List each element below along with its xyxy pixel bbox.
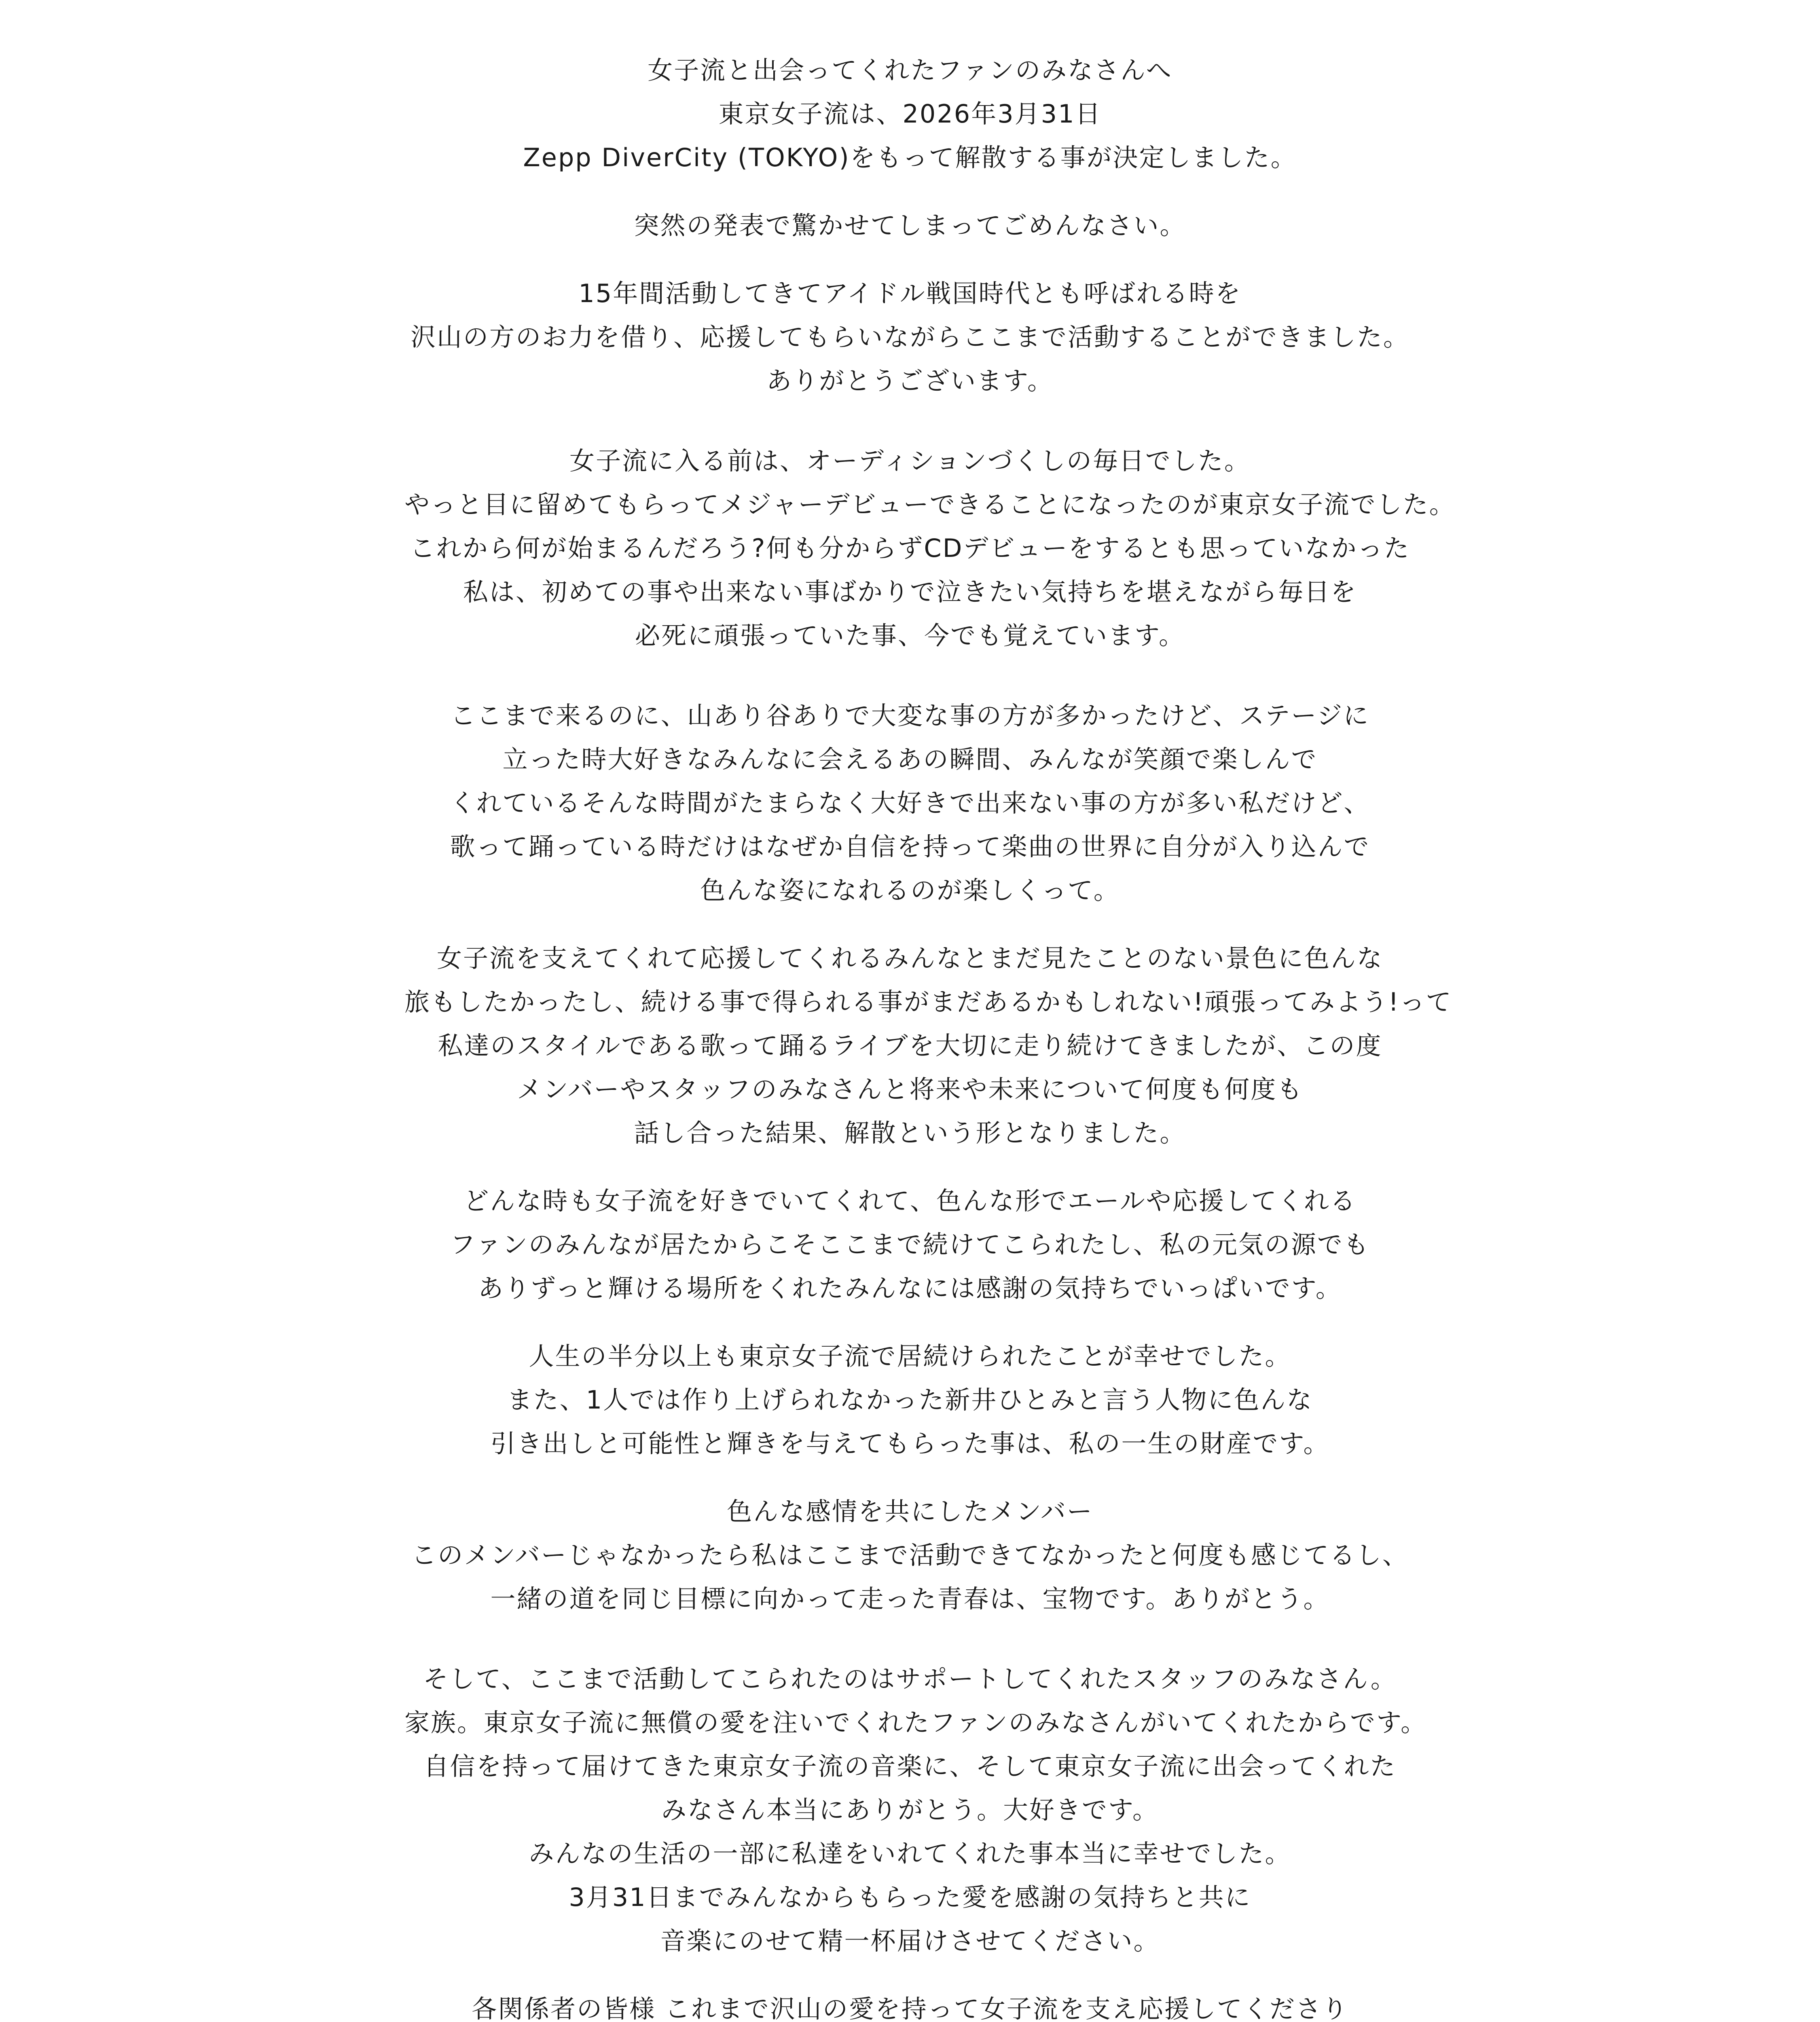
letter-line: メンバーやスタッフのみなさんと将来や未来について何度も何度も (516, 1074, 1304, 1104)
letter-line: 色んな感情を共にしたメンバー (727, 1497, 1093, 1526)
letter-line: 3月31日までみんなからもらった愛を感謝の気持ちと共に (569, 1882, 1251, 1912)
letter-line: 東京女子流は、2026年3月31日 (718, 99, 1102, 129)
letter-paragraph-15-years (404, 272, 1416, 403)
letter-line: 色んな姿になれるのが楽しくって。 (700, 876, 1120, 905)
letter-line: やっと目に留めてもらってメジャーデビューできることになったのが東京女子流でした。 (404, 490, 1456, 519)
letter-line: 女子流を支えてくれて応援してくれるみんなとまだ見たことのない景色に色んな (436, 943, 1383, 973)
letter-line: また、1人では作り上げられなかった新井ひとみと言う人物に色んな (507, 1385, 1313, 1415)
letter-line: ありがとうございます。 (766, 366, 1054, 396)
letter-paragraph-disbandment (404, 937, 1452, 1155)
letter-line: 自信を持って届けてきた東京女子流の音楽に、そして東京女子流に出会ってくれた (423, 1751, 1397, 1781)
letter-line: 人生の半分以上も東京女子流で居続けられたことが幸せでした。 (529, 1341, 1291, 1371)
letter-line: 私は、初めての事や出来ない事ばかりで泣きたい気持ちを堪えながら毎日を (463, 577, 1357, 607)
letter-line: 必死に頑張っていた事、今でも覚えています。 (635, 621, 1185, 650)
letter-paragraph-members (404, 1490, 1416, 1621)
letter-line: ここまで来るのに、山あり谷ありで大変な事の方が多かったけど、ステージに (450, 701, 1370, 730)
letter-line: 歌って踊っている時だけはなぜか自信を持って楽曲の世界に自分が入り込んで (450, 832, 1370, 861)
letter-line: みなさん本当にありがとう。大好きです。 (661, 1795, 1159, 1825)
letter-line: 家族。東京女子流に無償の愛を注いでくれたファンのみなさんがいてくれたからです。 (404, 1708, 1427, 1737)
letter-line: 15年間活動してきてアイドル戦国時代とも呼ばれる時を (578, 279, 1242, 308)
handwritten-letter (0, 49, 1820, 2022)
letter-line: くれているそんな時間がたまらなく大好きで出来ない事の方が多い私だけど、 (450, 788, 1370, 818)
letter-paragraph-before-joining (404, 439, 1456, 658)
letter-line: これから何が始まるんだろう?何も分からずCDデビューをするとも思っていなかった (410, 533, 1410, 563)
letter-paragraph-life (404, 1335, 1416, 1466)
letter-paragraph-stage (404, 694, 1416, 912)
letter-line: 旅もしたかったし、続ける事で得られる事がまだあるかもしれない!頑張ってみよう!って (404, 987, 1452, 1017)
letter-line: 引き出しと可能性と輝きを与えてもらった事は、私の一生の財産です。 (490, 1429, 1330, 1458)
letter-line: 各関係者の皆様 これまで沢山の愛を持って女子流を支え応援してくださり (472, 1994, 1348, 2022)
letter-line: 女子流と出会ってくれたファンのみなさんへ (648, 55, 1172, 85)
letter-line: 音楽にのせて精一杯届けさせてください。 (660, 1926, 1160, 1956)
letter-line: Zepp DiverCity (TOKYO)をもって解散する事が決定しました。 (523, 143, 1297, 172)
letter-paragraph-fans (404, 1179, 1416, 1310)
letter-paragraph-apology (404, 204, 1416, 247)
letter-paragraph-stakeholders (404, 1987, 1416, 2022)
letter-line: 一緒の道を同じ目標に向かって走った青春は、宝物です。ありがとう。 (490, 1584, 1330, 1614)
letter-line: 突然の発表で驚かせてしまってごめんなさい。 (634, 211, 1186, 240)
letter-line: ファンのみんなが居たからこそここまで続けてこられたし、私の元気の源でも (450, 1230, 1370, 1259)
letter-line: このメンバーじゃなかったら私はここまで活動できてなかったと何度も感じてるし、 (411, 1540, 1409, 1570)
letter-line: 話し合った結果、解散という形となりました。 (634, 1118, 1186, 1148)
letter-line: どんな時も女子流を好きでいてくれて、色んな形でエールや応援してくれる (463, 1186, 1357, 1216)
letter-line: 立った時大好きなみんなに会えるあの瞬間、みんなが笑顔で楽しんで (502, 745, 1318, 774)
letter-paragraph-thanks (404, 1657, 1427, 1963)
letter-line: 女子流に入る前は、オーディションづくしの毎日でした。 (569, 446, 1251, 476)
letter-line: 沢山の方のお力を借り、応援してもらいながらここまで活動することができました。 (410, 322, 1409, 352)
letter-line: そして、ここまで活動してこられたのはサポートしてくれたスタッフのみなさん。 (423, 1664, 1397, 1694)
letter-line: ありずっと輝ける場所をくれたみんなには感謝の気持ちでいっぱいです。 (478, 1273, 1342, 1303)
letter-line: みんなの生活の一部に私達をいれてくれた事本当に幸せでした。 (529, 1839, 1291, 1868)
letter-line: 私達のスタイルである歌って踊るライブを大切に走り続けてきましたが、この度 (438, 1031, 1382, 1060)
letter-paragraph-greeting (404, 49, 1416, 180)
